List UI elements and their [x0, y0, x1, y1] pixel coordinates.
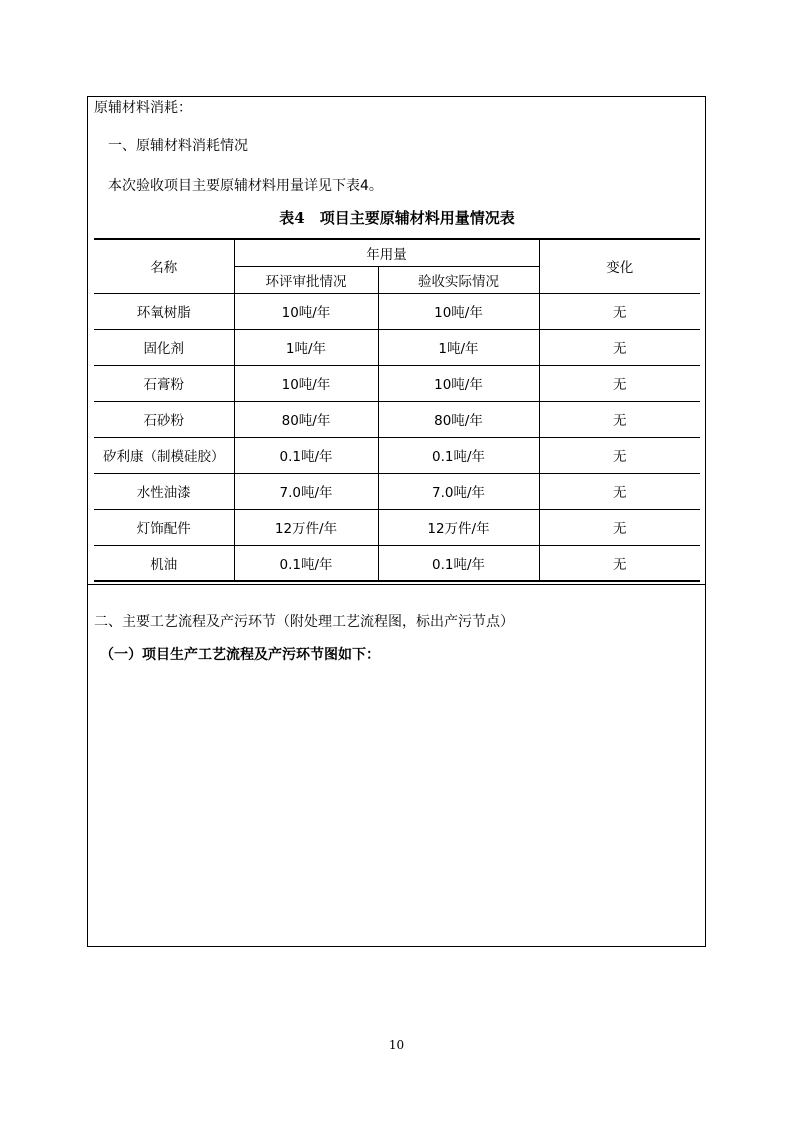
- row-actual: 1吨/年: [378, 329, 539, 365]
- table-row: [94, 545, 700, 581]
- row-actual: 80吨/年: [378, 401, 539, 437]
- table-caption: 表4 项目主要原辅材料用量情况表: [279, 209, 515, 227]
- row-approved: 80吨/年: [234, 401, 378, 437]
- row-name: 石砂粉: [94, 401, 234, 437]
- material-usage-table: [94, 238, 700, 582]
- row-name: 矽利康（制模硅胶）: [94, 437, 234, 473]
- section2-heading: 二、主要工艺流程及产污环节（附处理工艺流程图，标出产污节点）: [94, 614, 514, 630]
- row-approved: 0.1吨/年: [234, 437, 378, 473]
- row-actual: 10吨/年: [378, 293, 539, 329]
- row-approved: 10吨/年: [234, 365, 378, 401]
- row-change: 无: [539, 293, 700, 329]
- section1-intro: 本次验收项目主要原辅材料用量详见下表4。: [108, 178, 383, 194]
- row-actual: 7.0吨/年: [378, 473, 539, 509]
- row-actual: 0.1吨/年: [378, 437, 539, 473]
- row-approved: 10吨/年: [234, 293, 378, 329]
- section-divider: [87, 584, 706, 585]
- row-change: 无: [539, 437, 700, 473]
- header-change: 变化: [539, 239, 700, 293]
- row-change: 无: [539, 401, 700, 437]
- table-row: [94, 365, 700, 401]
- header-approved: 环评审批情况: [234, 266, 378, 293]
- page-number: 10: [388, 1038, 405, 1052]
- table-row: [94, 329, 700, 365]
- section2-subheading: （一）项目生产工艺流程及产污环节图如下：: [100, 647, 380, 663]
- row-approved: 12万件/年: [234, 509, 378, 545]
- row-name: 机油: [94, 545, 234, 581]
- table-row: [94, 437, 700, 473]
- header-annual-usage: 年用量: [234, 239, 539, 266]
- table-row: [94, 473, 700, 509]
- row-approved: 7.0吨/年: [234, 473, 378, 509]
- row-change: 无: [539, 545, 700, 581]
- row-name: 石膏粉: [94, 365, 234, 401]
- table-row: [94, 401, 700, 437]
- header-name: 名称: [94, 239, 234, 293]
- row-approved: 1吨/年: [234, 329, 378, 365]
- row-name: 水性油漆: [94, 473, 234, 509]
- row-change: 无: [539, 509, 700, 545]
- table-row: [94, 509, 700, 545]
- row-name: 灯饰配件: [94, 509, 234, 545]
- header-actual: 验收实际情况: [378, 266, 539, 293]
- row-name: 环氧树脂: [94, 293, 234, 329]
- row-actual: 12万件/年: [378, 509, 539, 545]
- row-change: 无: [539, 329, 700, 365]
- row-name: 固化剂: [94, 329, 234, 365]
- section1-heading: 原辅材料消耗：: [94, 100, 192, 116]
- row-change: 无: [539, 365, 700, 401]
- table-row: [94, 293, 700, 329]
- row-actual: 10吨/年: [378, 365, 539, 401]
- row-change: 无: [539, 473, 700, 509]
- row-approved: 0.1吨/年: [234, 545, 378, 581]
- row-actual: 0.1吨/年: [378, 545, 539, 581]
- section1-subheading: 一、原辅材料消耗情况: [108, 138, 248, 154]
